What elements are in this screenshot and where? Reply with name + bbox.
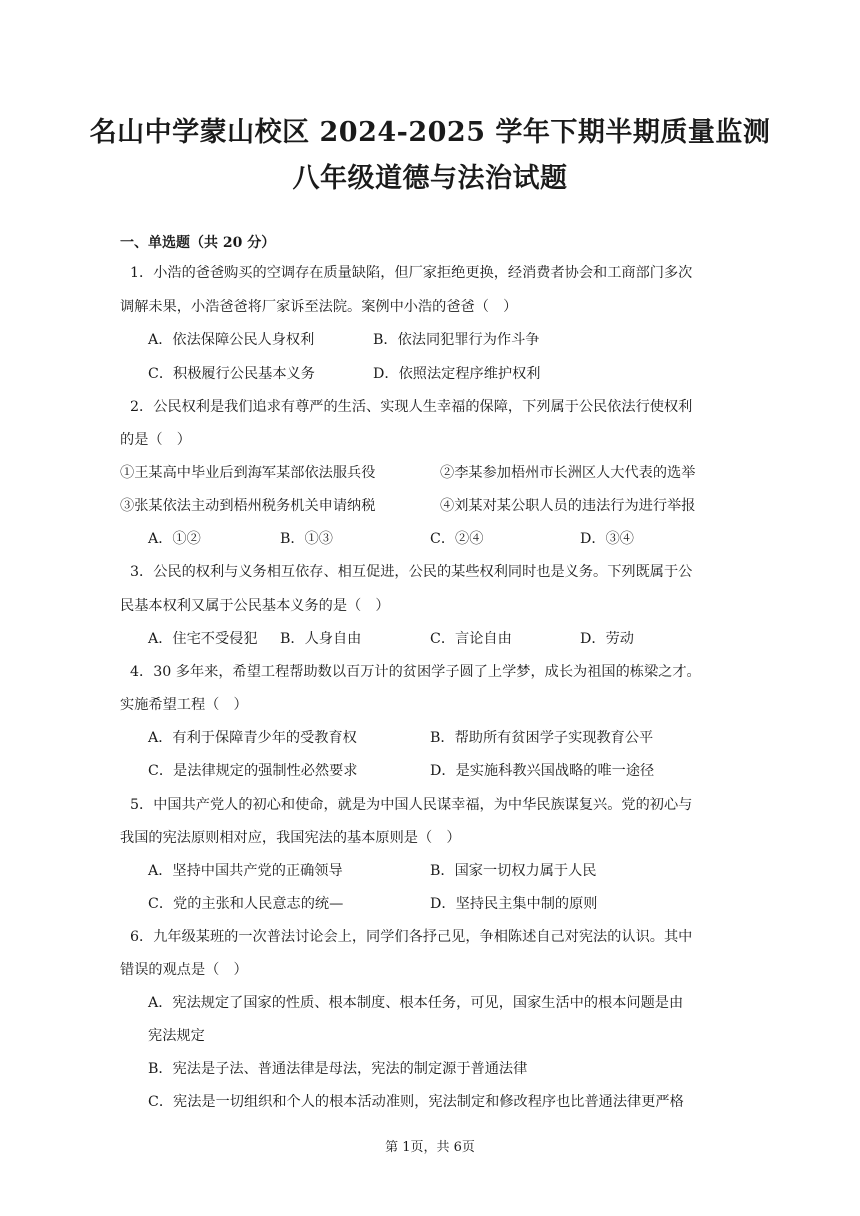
exam-title: 名山中学蒙山校区 2024-2025 学年下期半期质量监测 [89, 117, 771, 148]
question-stem: 实施希望工程（ ） [120, 697, 248, 713]
option-b: B．帮助所有贫困学子实现教育公平 [430, 730, 654, 746]
option-d: D．依照法定程序维护权利 [373, 366, 541, 382]
statement-3: ③张某依法主动到梧州税务机关申请纳税 [120, 498, 376, 514]
option-c: C．积极履行公民基本义务 [148, 366, 315, 382]
exam-subtitle: 八年级道德与法治试题 [292, 163, 568, 194]
option-d: D．是实施科教兴国战略的唯一途径 [430, 763, 655, 779]
option-c: C．言论自由 [430, 631, 512, 647]
option-b: B．①③ [280, 531, 333, 547]
option-d: D．③④ [580, 531, 634, 547]
option-c: C．是法律规定的强制性必然要求 [148, 763, 358, 779]
question-stem: 5．中国共产党人的初心和使命，就是为中国人民谋幸福，为中华民族谋复兴。党的初心与 [130, 797, 693, 813]
statement-1: ①王某高中毕业后到海军某部依法服兵役 [120, 465, 376, 481]
statement-2: ②李某参加梧州市长洲区人大代表的选举 [440, 465, 696, 481]
statement-4: ④刘某对某公职人员的违法行为进行举报 [440, 498, 696, 514]
option-a: A．有利于保障青少年的受教育权 [148, 730, 357, 746]
page-footer: 第 1页，共 6页 [385, 1140, 475, 1155]
option-a: A．坚持中国共产党的正确领导 [148, 863, 343, 879]
option-a: A．依法保障公民人身权利 [148, 332, 315, 348]
question-stem: 6．九年级某班的一次普法讨论会上，同学们各抒己见，争相陈述自己对宪法的认识。其中 [130, 929, 693, 945]
option-b: B．国家一切权力属于人民 [430, 863, 597, 879]
question-stem: 1．小浩的爸爸购买的空调存在质量缺陷，但厂家拒绝更换，经消费者协会和工商部门多次 [130, 265, 693, 281]
option-c: C．党的主张和人民意志的统— [148, 896, 344, 912]
option-a: A．宪法规定了国家的性质、根本制度、根本任务，可见，国家生活中的根本问题是由 [148, 995, 684, 1011]
option-a-continued: 宪法规定 [148, 1028, 205, 1044]
question-stem: 民基本权利又属于公民基本义务的是（ ） [120, 598, 390, 614]
question-stem: 的是（ ） [120, 432, 191, 448]
question-stem: 我国的宪法原则相对应，我国宪法的基本原则是（ ） [120, 830, 461, 846]
option-d: D．劳动 [580, 631, 634, 647]
question-stem: 错误的观点是（ ） [120, 962, 248, 978]
question-stem: 4．30 多年来，希望工程帮助数以百万计的贫困学子圆了上学梦，成长为祖国的栋梁之才。 [130, 664, 701, 680]
option-b: B．依法同犯罪行为作斗争 [373, 332, 540, 348]
question-stem: 2．公民权利是我们追求有尊严的生活、实现人生幸福的保障，下列属于公民依法行使权利 [130, 399, 693, 415]
section-heading: 一、单选题（共 20 分） [120, 235, 276, 251]
option-c: C．宪法是一切组织和个人的根本活动准则，宪法制定和修改程序也比普通法律更严格 [148, 1094, 684, 1110]
option-c: C．②④ [430, 531, 484, 547]
option-a: A．①② [148, 531, 201, 547]
option-b: B．人身自由 [280, 631, 362, 647]
option-b: B．宪法是子法、普通法律是母法，宪法的制定源于普通法律 [148, 1061, 528, 1077]
option-a: A．住宅不受侵犯 [148, 631, 258, 647]
question-stem: 3．公民的权利与义务相互依存、相互促进，公民的某些权利同时也是义务。下列既属于公 [130, 564, 693, 580]
question-stem: 调解未果，小浩爸爸将厂家诉至法院。案例中小浩的爸爸（ ） [120, 299, 518, 315]
option-d: D．坚持民主集中制的原则 [430, 896, 598, 912]
